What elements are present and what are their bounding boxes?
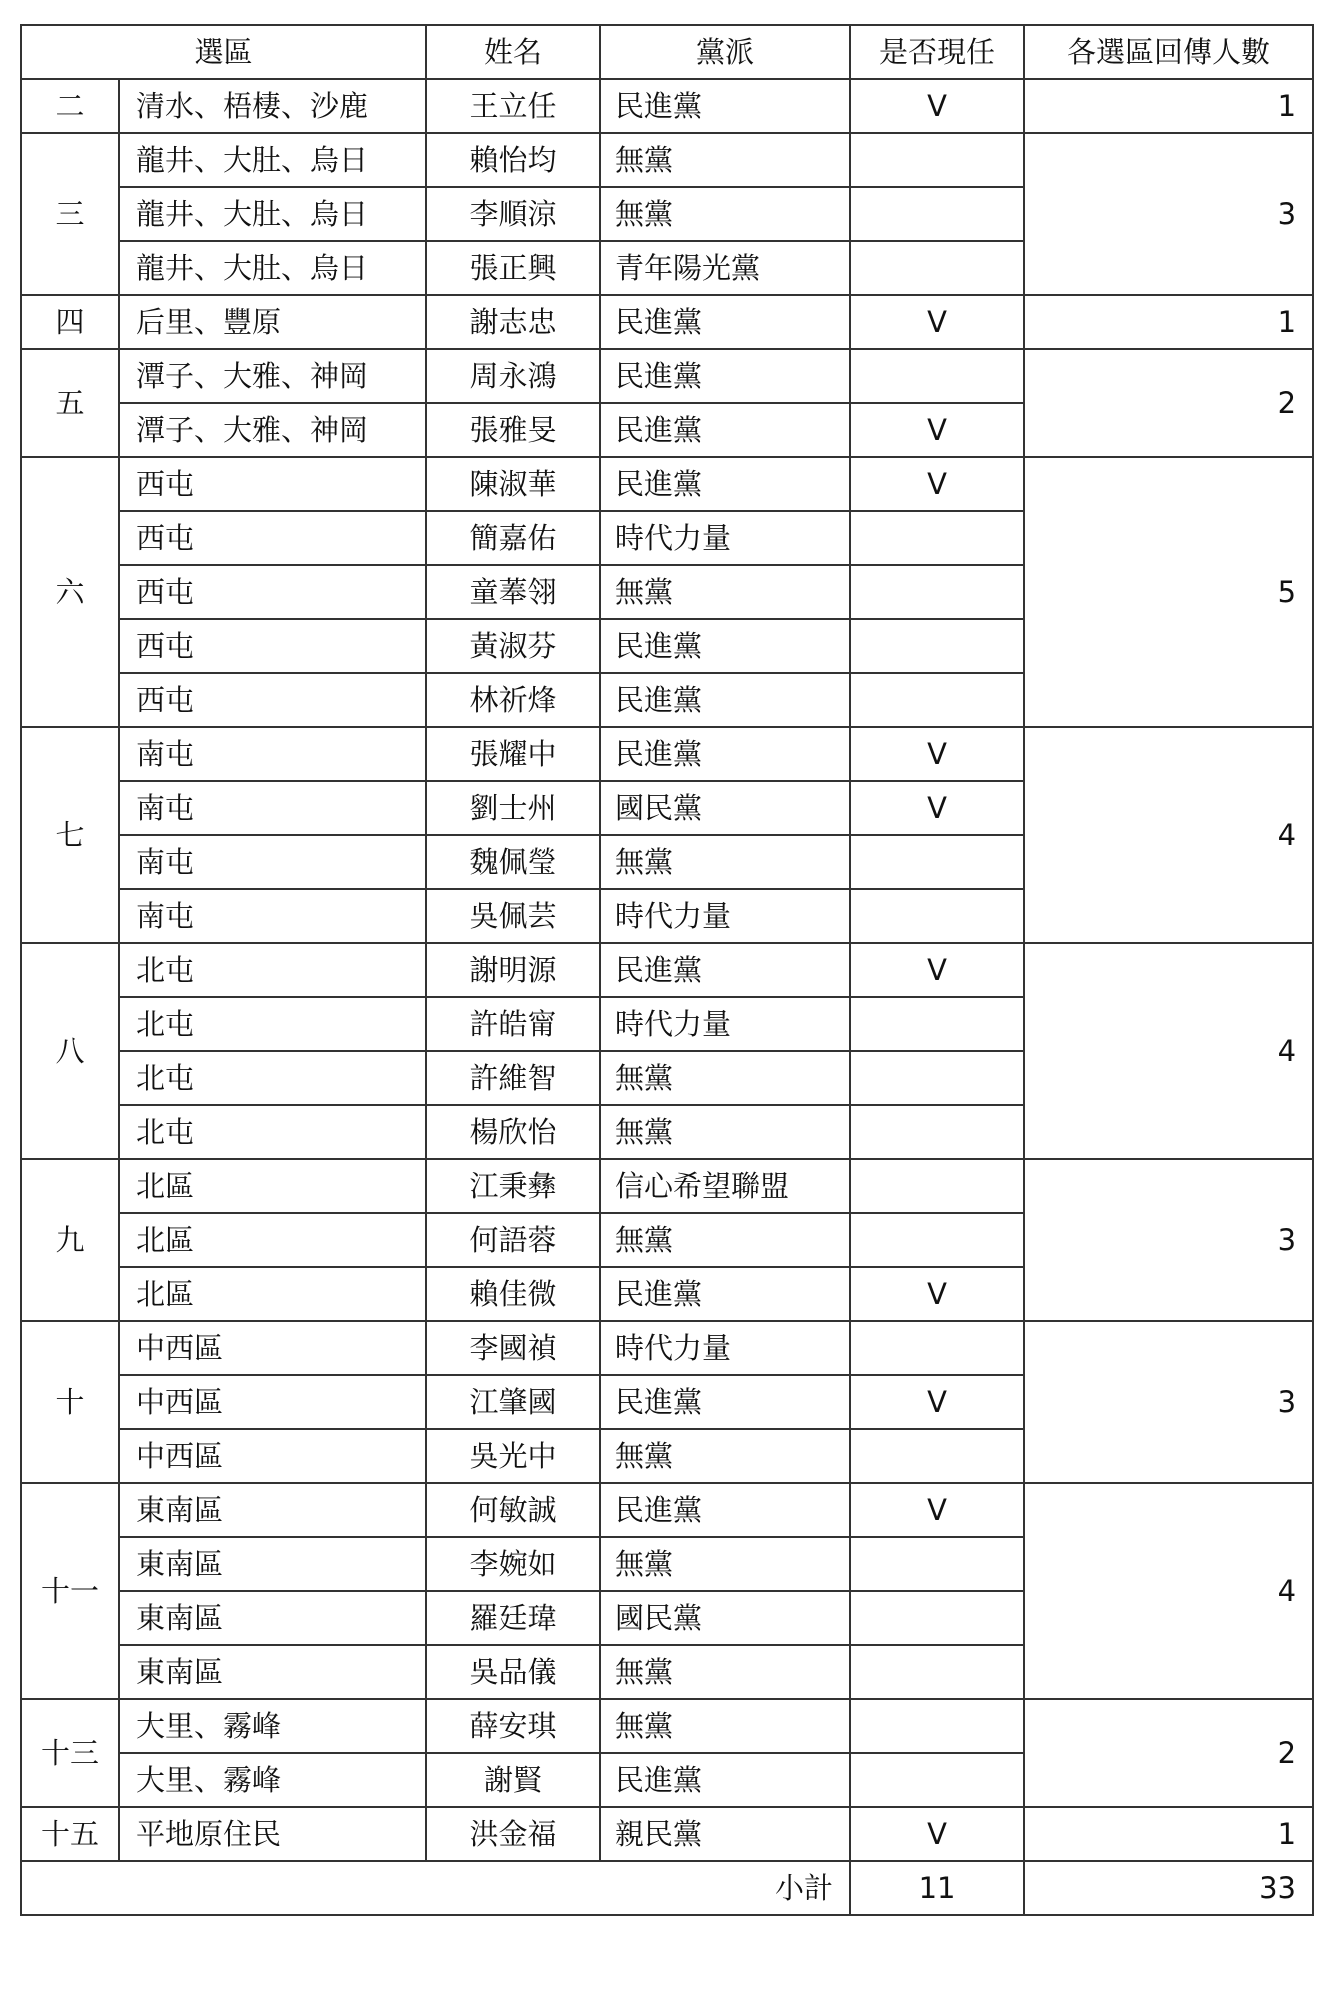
area-cell: 中西區: [119, 1375, 426, 1429]
area-cell: 中西區: [119, 1321, 426, 1375]
district-cell: 三: [21, 133, 119, 295]
party-cell: 時代力量: [600, 889, 850, 943]
party-cell: 無黨: [600, 1429, 850, 1483]
table-row: [21, 727, 1313, 781]
district-cell: 九: [21, 1159, 119, 1321]
name-cell: 何語蓉: [426, 1213, 600, 1267]
subtotal-label: 小計: [21, 1861, 850, 1915]
name-cell: 周永鴻: [426, 349, 600, 403]
area-cell: 平地原住民: [119, 1807, 426, 1861]
party-cell: 無黨: [600, 1051, 850, 1105]
district-cell: 十: [21, 1321, 119, 1483]
table-row: [21, 1321, 1313, 1375]
name-cell: 魏佩瑩: [426, 835, 600, 889]
table-row: [21, 133, 1313, 187]
name-cell: 吳光中: [426, 1429, 600, 1483]
name-cell: 簡嘉佑: [426, 511, 600, 565]
name-cell: 張雅旻: [426, 403, 600, 457]
subtotal-row: [21, 1861, 1313, 1915]
area-cell: 大里、霧峰: [119, 1699, 426, 1753]
district-cell: 五: [21, 349, 119, 457]
party-cell: 民進黨: [600, 1267, 850, 1321]
candidate-table: [20, 24, 1314, 1916]
name-cell: 羅廷瑋: [426, 1591, 600, 1645]
party-cell: 民進黨: [600, 457, 850, 511]
name-cell: 李順涼: [426, 187, 600, 241]
party-cell: 民進黨: [600, 619, 850, 673]
party-cell: 青年陽光黨: [600, 241, 850, 295]
table-row: [21, 457, 1313, 511]
count-cell: 2: [1024, 1699, 1313, 1807]
name-cell: 許皓甯: [426, 997, 600, 1051]
name-cell: 黃淑芬: [426, 619, 600, 673]
district-cell: 二: [21, 79, 119, 133]
table-row: [21, 1699, 1313, 1753]
incumbent-cell: [850, 133, 1024, 187]
area-cell: 清水、梧棲、沙鹿: [119, 79, 426, 133]
district-cell: 四: [21, 295, 119, 349]
count-cell: 3: [1024, 1321, 1313, 1483]
incumbent-cell: [850, 619, 1024, 673]
header-district: 選區: [21, 25, 426, 79]
district-cell: 六: [21, 457, 119, 727]
district-cell: 七: [21, 727, 119, 943]
party-cell: 信心希望聯盟: [600, 1159, 850, 1213]
count-cell: 1: [1024, 295, 1313, 349]
count-cell: 5: [1024, 457, 1313, 727]
name-cell: 江秉彝: [426, 1159, 600, 1213]
count-cell: 1: [1024, 79, 1313, 133]
area-cell: 西屯: [119, 457, 426, 511]
name-cell: 吳佩芸: [426, 889, 600, 943]
table-row: [21, 943, 1313, 997]
party-cell: 無黨: [600, 1699, 850, 1753]
party-cell: 民進黨: [600, 727, 850, 781]
incumbent-cell: [850, 1213, 1024, 1267]
name-cell: 王立任: [426, 79, 600, 133]
incumbent-cell: V: [850, 1375, 1024, 1429]
area-cell: 龍井、大肚、烏日: [119, 241, 426, 295]
name-cell: 吳品儀: [426, 1645, 600, 1699]
incumbent-cell: [850, 1645, 1024, 1699]
count-cell: 4: [1024, 1483, 1313, 1699]
area-cell: 北區: [119, 1267, 426, 1321]
party-cell: 民進黨: [600, 943, 850, 997]
area-cell: 南屯: [119, 781, 426, 835]
name-cell: 張正興: [426, 241, 600, 295]
header-party: 黨派: [600, 25, 850, 79]
name-cell: 劉士州: [426, 781, 600, 835]
table-row: [21, 79, 1313, 133]
incumbent-cell: [850, 1429, 1024, 1483]
party-cell: 民進黨: [600, 403, 850, 457]
count-cell: 4: [1024, 727, 1313, 943]
name-cell: 張耀中: [426, 727, 600, 781]
header-name: 姓名: [426, 25, 600, 79]
table-row: [21, 349, 1313, 403]
party-cell: 國民黨: [600, 781, 850, 835]
party-cell: 無黨: [600, 835, 850, 889]
name-cell: 楊欣怡: [426, 1105, 600, 1159]
area-cell: 東南區: [119, 1537, 426, 1591]
party-cell: 無黨: [600, 133, 850, 187]
count-cell: 4: [1024, 943, 1313, 1159]
party-cell: 無黨: [600, 187, 850, 241]
area-cell: 南屯: [119, 889, 426, 943]
incumbent-cell: V: [850, 295, 1024, 349]
party-cell: 國民黨: [600, 1591, 850, 1645]
area-cell: 西屯: [119, 673, 426, 727]
incumbent-cell: [850, 565, 1024, 619]
incumbent-cell: [850, 673, 1024, 727]
area-cell: 中西區: [119, 1429, 426, 1483]
name-cell: 薛安琪: [426, 1699, 600, 1753]
name-cell: 許維智: [426, 1051, 600, 1105]
area-cell: 南屯: [119, 727, 426, 781]
incumbent-cell: [850, 349, 1024, 403]
name-cell: 陳淑華: [426, 457, 600, 511]
area-cell: 后里、豐原: [119, 295, 426, 349]
party-cell: 民進黨: [600, 1375, 850, 1429]
incumbent-cell: [850, 1321, 1024, 1375]
incumbent-cell: V: [850, 1483, 1024, 1537]
party-cell: 時代力量: [600, 511, 850, 565]
area-cell: 潭子、大雅、神岡: [119, 349, 426, 403]
area-cell: 東南區: [119, 1645, 426, 1699]
area-cell: 北區: [119, 1159, 426, 1213]
incumbent-cell: [850, 835, 1024, 889]
incumbent-cell: [850, 241, 1024, 295]
party-cell: 民進黨: [600, 1483, 850, 1537]
area-cell: 潭子、大雅、神岡: [119, 403, 426, 457]
name-cell: 何敏誠: [426, 1483, 600, 1537]
subtotal-count: 33: [1024, 1861, 1313, 1915]
district-cell: 十三: [21, 1699, 119, 1807]
name-cell: 賴怡均: [426, 133, 600, 187]
party-cell: 無黨: [600, 565, 850, 619]
name-cell: 林祈烽: [426, 673, 600, 727]
name-cell: 李國禎: [426, 1321, 600, 1375]
incumbent-cell: V: [850, 1807, 1024, 1861]
incumbent-cell: V: [850, 1267, 1024, 1321]
area-cell: 龍井、大肚、烏日: [119, 133, 426, 187]
incumbent-cell: V: [850, 403, 1024, 457]
area-cell: 北屯: [119, 943, 426, 997]
incumbent-cell: [850, 1591, 1024, 1645]
count-cell: 3: [1024, 133, 1313, 295]
name-cell: 賴佳微: [426, 1267, 600, 1321]
party-cell: 民進黨: [600, 349, 850, 403]
incumbent-cell: [850, 1537, 1024, 1591]
table-row: [21, 1159, 1313, 1213]
party-cell: 無黨: [600, 1213, 850, 1267]
name-cell: 謝志忠: [426, 295, 600, 349]
party-cell: 時代力量: [600, 1321, 850, 1375]
area-cell: 南屯: [119, 835, 426, 889]
count-cell: 1: [1024, 1807, 1313, 1861]
subtotal-incumbent: 11: [850, 1861, 1024, 1915]
area-cell: 北屯: [119, 1105, 426, 1159]
name-cell: 李婉如: [426, 1537, 600, 1591]
table-row: [21, 295, 1313, 349]
party-cell: 民進黨: [600, 673, 850, 727]
incumbent-cell: V: [850, 781, 1024, 835]
table-row: [21, 1807, 1313, 1861]
incumbent-cell: [850, 1753, 1024, 1807]
incumbent-cell: [850, 187, 1024, 241]
district-cell: 十五: [21, 1807, 119, 1861]
name-cell: 謝賢: [426, 1753, 600, 1807]
area-cell: 北屯: [119, 1051, 426, 1105]
count-cell: 2: [1024, 349, 1313, 457]
party-cell: 民進黨: [600, 295, 850, 349]
area-cell: 北屯: [119, 997, 426, 1051]
name-cell: 江肇國: [426, 1375, 600, 1429]
incumbent-cell: V: [850, 943, 1024, 997]
incumbent-cell: [850, 511, 1024, 565]
area-cell: 西屯: [119, 565, 426, 619]
area-cell: 龍井、大肚、烏日: [119, 187, 426, 241]
header-count: 各選區回傳人數: [1024, 25, 1313, 79]
name-cell: 童菶翎: [426, 565, 600, 619]
incumbent-cell: [850, 1105, 1024, 1159]
area-cell: 西屯: [119, 511, 426, 565]
count-cell: 3: [1024, 1159, 1313, 1321]
district-cell: 八: [21, 943, 119, 1159]
incumbent-cell: [850, 1699, 1024, 1753]
incumbent-cell: [850, 1051, 1024, 1105]
party-cell: 無黨: [600, 1105, 850, 1159]
header-row: [21, 25, 1313, 79]
incumbent-cell: V: [850, 727, 1024, 781]
party-cell: 無黨: [600, 1537, 850, 1591]
name-cell: 謝明源: [426, 943, 600, 997]
incumbent-cell: [850, 1159, 1024, 1213]
table-row: [21, 1483, 1313, 1537]
party-cell: 親民黨: [600, 1807, 850, 1861]
area-cell: 北區: [119, 1213, 426, 1267]
party-cell: 無黨: [600, 1645, 850, 1699]
area-cell: 東南區: [119, 1591, 426, 1645]
incumbent-cell: V: [850, 79, 1024, 133]
incumbent-cell: [850, 889, 1024, 943]
party-cell: 民進黨: [600, 79, 850, 133]
incumbent-cell: V: [850, 457, 1024, 511]
party-cell: 民進黨: [600, 1753, 850, 1807]
incumbent-cell: [850, 997, 1024, 1051]
party-cell: 時代力量: [600, 997, 850, 1051]
table-body: [21, 79, 1313, 1861]
name-cell: 洪金福: [426, 1807, 600, 1861]
area-cell: 大里、霧峰: [119, 1753, 426, 1807]
header-incumbent: 是否現任: [850, 25, 1024, 79]
area-cell: 西屯: [119, 619, 426, 673]
district-cell: 十一: [21, 1483, 119, 1699]
area-cell: 東南區: [119, 1483, 426, 1537]
